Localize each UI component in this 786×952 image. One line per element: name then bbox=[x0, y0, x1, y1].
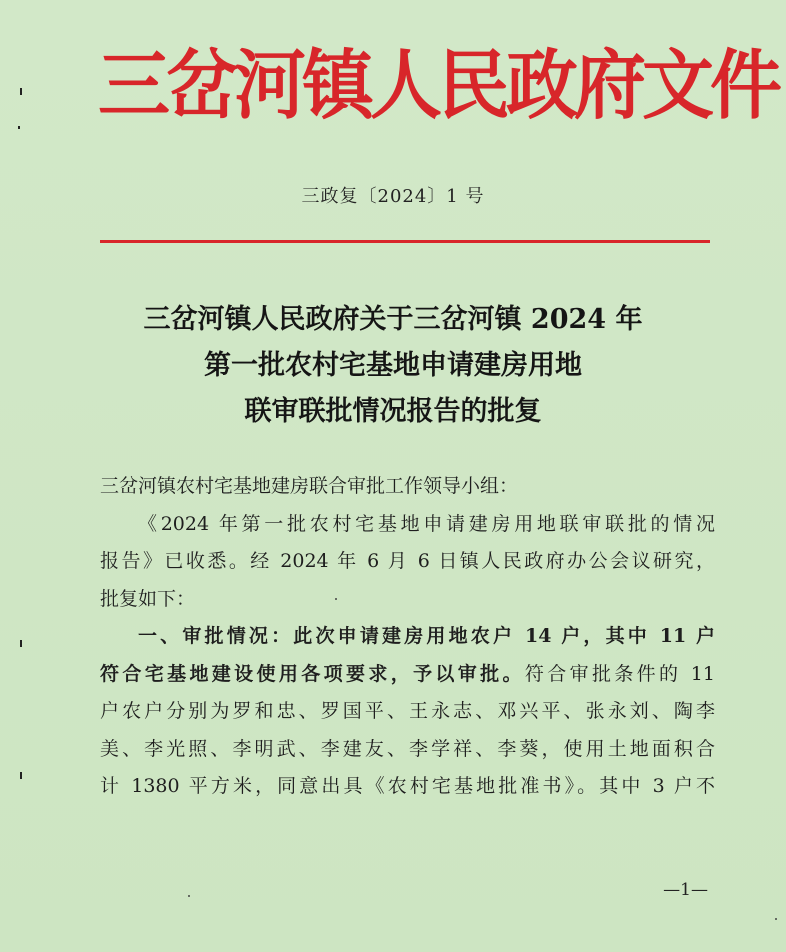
paragraph2-line-3: 户农户分别为罗和忠、罗国平、王永志、邓兴平、张永刘、陶李 bbox=[100, 700, 715, 722]
document-number: 三政复〔2024〕1 号 bbox=[301, 186, 485, 207]
paragraph2-lead: 一、审批情况：此次申请建房用地农户 14 户，其中 11 户 bbox=[138, 625, 715, 647]
title-line-2: 第一批农村宅基地申请建房用地 bbox=[204, 350, 582, 381]
document-body bbox=[100, 468, 715, 806]
document-title bbox=[0, 297, 786, 435]
title-line-1: 三岔河镇人民政府关于三岔河镇 2024 年 bbox=[143, 304, 643, 335]
paragraph1-line-1: 《2024 年第一批农村宅基地申请建房用地联审联批的情况 bbox=[138, 512, 715, 535]
binding-mark bbox=[18, 126, 20, 129]
scan-dot bbox=[335, 598, 337, 600]
paragraph2-line-5: 计 1380 平方米，同意出具《农村宅基地批准书》。其中 3 户不 bbox=[100, 775, 715, 797]
paragraph2-line-2 bbox=[100, 656, 715, 694]
paragraph1-line-2: 报告》已收悉。经 2024 年 6 月 6 日镇人民政府办公会议研究， bbox=[100, 550, 715, 572]
paragraph2-line-4: 美、李光照、李明武、李建友、李学祥、李葵，使用土地面积合 bbox=[100, 737, 715, 760]
binding-mark bbox=[20, 640, 22, 647]
page-number: —1— bbox=[663, 880, 708, 900]
title-line-3: 联审联批情况报告的批复 bbox=[244, 396, 542, 427]
scan-dot bbox=[775, 918, 777, 920]
paragraph2-line-2-rest: 符合审批条件的 11 bbox=[524, 662, 715, 685]
scan-dot bbox=[188, 895, 190, 897]
addressee: 三岔河镇农村宅基地建房联合审批工作领导小组： bbox=[100, 475, 519, 497]
red-divider-line bbox=[100, 240, 710, 243]
approval-statement: 符合宅基地建设使用各项要求，予以审批。 bbox=[100, 662, 525, 685]
paragraph1-line-3: 批复如下： bbox=[100, 587, 196, 610]
binding-mark bbox=[20, 88, 22, 95]
masthead-title: 三岔河镇人民政府文件 bbox=[98, 40, 779, 130]
binding-mark bbox=[20, 772, 22, 779]
